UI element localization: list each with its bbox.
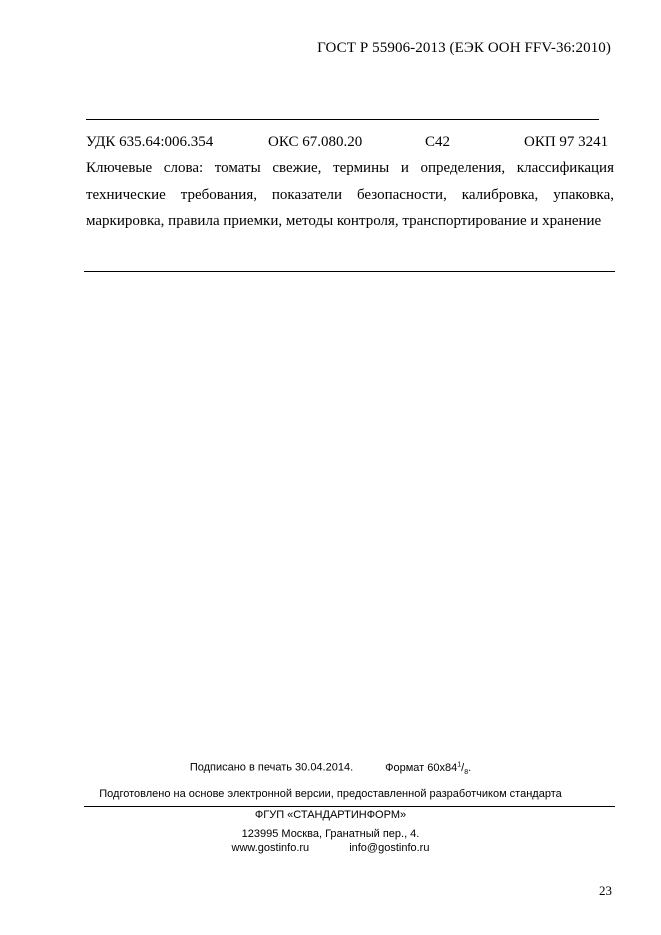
keywords-paragraph: Ключевые слова: томаты свежие, термины и определения, классификация технические требования, показатели безопасности, калибровка, упаковка, маркировка, правила приемки, методы контроля, транспортирование и хранение — [86, 160, 614, 229]
website-link[interactable]: www.gostinfo.ru — [231, 842, 310, 854]
top-divider — [86, 119, 599, 120]
keywords-divider — [84, 271, 615, 272]
paper-format: Формат $60x84^1/_8$. — [385, 761, 472, 776]
publisher-contacts — [0, 842, 661, 854]
udk-code: УДК 635.64:006.354 — [86, 134, 214, 150]
publisher-address: 123995 Москва, Гранатный пер., 4. — [241, 828, 420, 840]
okp-code: ОКП 97 3241 — [524, 134, 609, 150]
document-header-title: ГОСТ Р 55906-2013 (ЕЭК ООН FFV-36:2010) — [317, 40, 611, 56]
footer-divider — [84, 806, 615, 807]
publisher-name: ФГУП «СТАНДАРТИНФОРМ» — [254, 809, 407, 821]
page-number: 23 — [599, 883, 612, 898]
classification-codes-row — [86, 134, 614, 154]
signed-for-print-row — [0, 761, 661, 776]
group-code: С42 — [425, 134, 451, 150]
oks-code: ОКС 67.080.20 — [268, 134, 363, 150]
prepared-note: Подготовлено на основе электронной версии, предоставленной разработчиком стандарта — [99, 788, 562, 800]
signed-date: Подписано в печать 30.04.2014. — [189, 761, 354, 774]
email-link[interactable]: info@gostinfo.ru — [349, 842, 430, 854]
